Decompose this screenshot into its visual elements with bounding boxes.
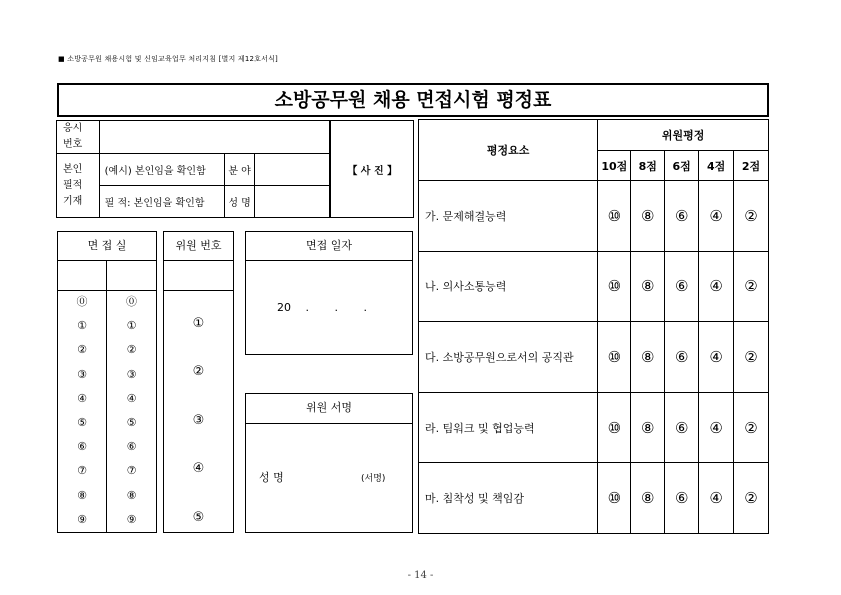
rating-mark-option[interactable]: ⑩	[598, 463, 631, 534]
room-digit-option[interactable]: ⑤	[126, 416, 137, 430]
committee-sign-name-label: 성 명	[259, 471, 284, 484]
room-digit-option[interactable]: ①	[126, 319, 137, 333]
interview-date-value[interactable]: 20 . . .	[277, 301, 367, 314]
room-digit-option[interactable]: ④	[126, 391, 137, 405]
score-header-cell: 4점	[699, 151, 734, 181]
score-header-cell: 2점	[734, 151, 769, 181]
room-digit-option[interactable]: ⓪	[126, 295, 137, 308]
committee-no-option[interactable]: ③	[192, 412, 205, 428]
room-digit-option[interactable]: ③	[77, 367, 87, 381]
rating-mark-option[interactable]: ⑩	[598, 392, 631, 463]
page-title: 소방공무원 채용 면접시험 평정표	[274, 89, 552, 111]
committee-no-option-column	[163, 300, 234, 542]
score-header-cell: 6점	[665, 151, 699, 181]
rating-mark-option[interactable]: ④	[699, 251, 734, 322]
committee-no-header	[163, 231, 234, 261]
exam-no-label-line2: 번호	[63, 139, 83, 150]
field-input[interactable]	[254, 154, 330, 186]
rating-mark-option[interactable]: ⑥	[665, 463, 699, 534]
exam-no-label-line1: 응시	[63, 123, 83, 134]
rating-header: 위원평정	[598, 120, 769, 151]
evaluation-row	[419, 251, 769, 322]
evaluation-row	[419, 392, 769, 463]
rating-mark-option[interactable]: ⑥	[665, 322, 699, 393]
committee-no-option[interactable]: ②	[192, 364, 205, 380]
handwrite-label	[57, 154, 100, 218]
page-number: - 14 -	[407, 570, 434, 581]
interview-date-divider	[245, 260, 413, 261]
committee-no-option[interactable]: ⑤	[192, 509, 205, 525]
field-label: 분 야	[225, 154, 255, 186]
element-header: 평정요소	[419, 120, 598, 181]
handwrite-label-line1: 본인	[63, 163, 83, 175]
evaluation-row	[419, 322, 769, 393]
score-header-cell: 10점	[598, 151, 631, 181]
rating-mark-option[interactable]: ⑧	[631, 463, 665, 534]
evaluation-table	[418, 119, 769, 534]
rating-mark-option[interactable]: ⑧	[631, 251, 665, 322]
handwrite-label-line2: 필적	[63, 179, 83, 191]
evaluation-row	[419, 181, 769, 252]
committee-no-option[interactable]: ①	[192, 316, 205, 331]
exam-no-label	[57, 121, 100, 154]
rating-mark-option[interactable]: ④	[699, 392, 734, 463]
evaluation-item-label: 나. 의사소통능력	[419, 251, 598, 322]
interview-room-header	[57, 231, 157, 261]
room-digit-option[interactable]: ⑦	[126, 464, 137, 478]
committee-no-option[interactable]: ④	[192, 461, 205, 477]
rating-mark-option[interactable]: ⑧	[631, 181, 665, 252]
room-digit-option[interactable]: ②	[77, 343, 87, 357]
rating-mark-option[interactable]: ⑩	[598, 181, 631, 252]
interview-date-label: 면접 일자	[305, 239, 352, 252]
room-digit-option[interactable]: ⓪	[76, 295, 88, 308]
handwrite-label-line3: 기재	[63, 195, 83, 207]
evaluation-row	[419, 463, 769, 534]
applicant-info-table	[56, 120, 414, 218]
rating-mark-option[interactable]: ⑧	[631, 392, 665, 463]
evaluation-item-label: 라. 팀워크 및 협업능력	[419, 392, 598, 463]
room-digit-option[interactable]: ③	[126, 367, 137, 381]
rating-mark-option[interactable]: ⑩	[598, 322, 631, 393]
photo-area: 【 사 진 】	[330, 121, 413, 218]
rating-mark-option[interactable]: ②	[734, 392, 769, 463]
interview-room-digit-column-2	[106, 290, 157, 532]
rating-mark-option[interactable]: ⑥	[665, 392, 699, 463]
rating-mark-option[interactable]: ⑩	[598, 251, 631, 322]
score-header-cell: 8점	[631, 151, 665, 181]
rating-mark-option[interactable]: ④	[699, 181, 734, 252]
interview-room-label: 면 접 실	[87, 239, 127, 252]
room-digit-option[interactable]: ⑨	[126, 512, 137, 526]
room-digit-option[interactable]: ④	[77, 391, 87, 405]
room-digit-option[interactable]: ⑤	[77, 416, 87, 430]
rating-mark-option[interactable]: ⑥	[665, 251, 699, 322]
name-label: 성 명	[225, 186, 255, 218]
rating-mark-option[interactable]: ②	[734, 181, 769, 252]
committee-sign-signature[interactable]: (서명)	[361, 474, 386, 484]
room-digit-option[interactable]: ⑧	[77, 488, 87, 502]
room-digit-option[interactable]: ⑨	[77, 512, 87, 526]
form-reference-note: ■ 소방공무원 채용시험 및 신임교육업무 처리지침 [별지 제12호서식]	[58, 55, 278, 63]
evaluation-item-label: 가. 문제해결능력	[419, 181, 598, 252]
rating-mark-option[interactable]: ②	[734, 463, 769, 534]
room-digit-option[interactable]: ⑥	[77, 440, 87, 454]
committee-no-label: 위원 번호	[175, 239, 222, 252]
room-digit-option[interactable]: ⑦	[77, 464, 87, 478]
room-digit-option[interactable]: ①	[77, 319, 87, 333]
evaluation-item-label: 다. 소방공무원으로서의 공직관	[419, 322, 598, 393]
interview-room-digit-column-1	[57, 290, 107, 532]
rating-mark-option[interactable]: ④	[699, 463, 734, 534]
exam-no-field[interactable]	[99, 121, 330, 154]
rating-mark-option[interactable]: ②	[734, 322, 769, 393]
committee-no-entry-row	[163, 260, 234, 291]
room-digit-option[interactable]: ⑥	[126, 440, 137, 454]
evaluation-item-label: 마. 침착성 및 책임감	[419, 463, 598, 534]
rating-mark-option[interactable]: ④	[699, 322, 734, 393]
title-box	[57, 83, 769, 117]
interview-room-entry-row	[57, 260, 157, 291]
rating-mark-option[interactable]: ⑧	[631, 322, 665, 393]
room-digit-option[interactable]: ②	[126, 343, 137, 357]
evaluation-body	[419, 181, 769, 534]
handwrite-text: 필 적: 본인임을 확인함	[99, 186, 225, 218]
rating-mark-option[interactable]: ⑥	[665, 181, 699, 252]
rating-mark-option[interactable]: ②	[734, 251, 769, 322]
example-text: (예시) 본인임을 확인함	[99, 154, 225, 186]
committee-sign-divider	[245, 423, 413, 424]
name-input[interactable]	[254, 186, 330, 218]
room-digit-option[interactable]: ⑧	[126, 488, 137, 502]
committee-sign-label: 위원 서명	[305, 401, 352, 414]
